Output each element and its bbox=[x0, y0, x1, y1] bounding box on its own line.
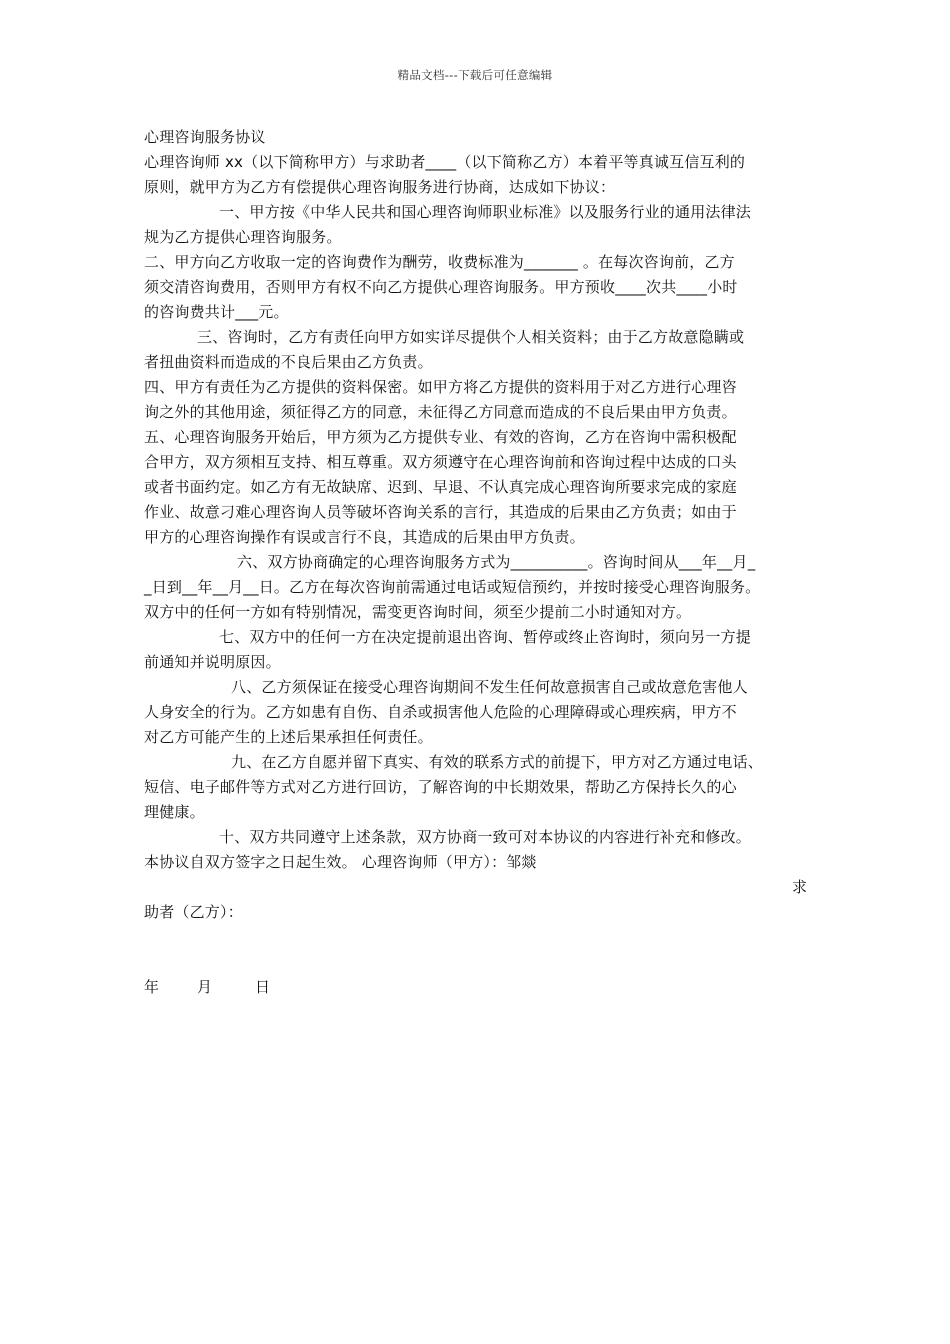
body-line: 双方中的任何一方如有特别情况，需变更咨询时间，须至少提前二小时通知对方。 bbox=[144, 603, 692, 621]
body-line: 或者书面约定。如乙方有无故缺席、迟到、早退、不认真完成心理咨询所要求完成的家庭 bbox=[144, 478, 737, 496]
body-line: 询之外的其他用途，须征得乙方的同意，未征得乙方同意而造成的不良后果由甲方负责。 bbox=[144, 403, 737, 421]
body-line: 者扭曲资料而造成的不良后果由乙方负责。 bbox=[144, 353, 433, 371]
page-header: 精品文档---下载后可任意编辑 bbox=[397, 68, 553, 82]
clause-8-line: 八、乙方须保证在接受心理咨询期间不发生任何故意损害自己或故意危害他人 bbox=[231, 678, 748, 696]
client-signature-label: 助者（乙方）： bbox=[144, 903, 243, 921]
date-year-label: 年 bbox=[144, 978, 160, 996]
date-month-label: 月 bbox=[197, 978, 213, 996]
body-line: 人身安全的行为。乙方如患有自伤、自杀或损害他人危险的心理障碍或心理疾病，甲方不 bbox=[144, 703, 737, 721]
body-line: 心理咨询师 xx（以下简称甲方）与求助者____（以下简称乙方）本着平等真诚互信互利的 bbox=[144, 153, 746, 171]
clause-4-line: 四、甲方有责任为乙方提供的资料保密。如甲方将乙方提供的资料用于对乙方进行心理咨 bbox=[144, 378, 737, 396]
body-line: 甲方的心理咨询操作有误或言行不良，其造成的后果由甲方负责。 bbox=[144, 528, 585, 546]
body-line: 前通知并说明原因。 bbox=[144, 653, 281, 671]
clause-5-line: 五、心理咨询服务开始后，甲方须为乙方提供专业、有效的咨询，乙方在咨询中需积极配 bbox=[144, 428, 737, 446]
clause-3-line: 三、咨询时，乙方有责任向甲方如实详尽提供个人相关资料；由于乙方故意隐瞒或 bbox=[197, 328, 745, 346]
body-line: 对乙方可能产生的上述后果承担任何责任。 bbox=[144, 728, 433, 746]
body-line: 理健康。 bbox=[144, 803, 205, 821]
body-line: 合甲方，双方须相互支持、相互尊重。双方须遵守在心理咨询前和咨询过程中达成的口头 bbox=[144, 453, 737, 471]
body-line: 规为乙方提供心理咨询服务。 bbox=[144, 228, 342, 246]
clause-10-line: 十、双方共同遵守上述条款，双方协商一致可对本协议的内容进行补充和修改。 bbox=[219, 828, 752, 846]
clause-1-line: 一、甲方按《中华人民共和国心理咨询师职业标准》以及服务行业的通用法律法 bbox=[219, 203, 752, 221]
body-line: 短信、电子邮件等方式对乙方进行回访，了解咨询的中长期效果，帮助乙方保持长久的心 bbox=[144, 778, 737, 796]
clause-2-line: 二、甲方向乙方收取一定的咨询费作为酬劳，收费标准为_______ 。在每次咨询前，乙方 bbox=[144, 253, 735, 271]
body-line: 作业、故意刁难心理咨询人员等破坏咨询关系的言行，其造成的后果由乙方负责；如由于 bbox=[144, 503, 737, 521]
clause-7-line: 七、双方中的任何一方在决定提前退出咨询、暂停或终止咨询时，须向另一方提 bbox=[219, 628, 752, 646]
body-line: 本协议自双方签字之日起生效。 心理咨询师（甲方）：邹燚 bbox=[144, 853, 537, 871]
body-line: 的咨询费共计___元。 bbox=[144, 303, 289, 321]
signature-right-char: 求 bbox=[792, 878, 808, 896]
clause-6-line: 六、双方协商确定的心理咨询服务方式为__________。咨询时间从___年__月_ bbox=[237, 553, 756, 571]
date-day-label: 日 bbox=[255, 978, 271, 996]
document-title: 心理咨询服务协议 bbox=[144, 128, 266, 146]
clause-9-line: 九、在乙方自愿并留下真实、有效的联系方式的前提下，甲方对乙方通过电话、 bbox=[231, 753, 764, 771]
body-line: 须交清咨询费用，否则甲方有权不向乙方提供心理咨询服务。甲方预收____次共____小时 bbox=[144, 278, 738, 296]
body-line: 原则，就甲方为乙方有偿提供心理咨询服务进行协商，达成如下协议： bbox=[144, 178, 616, 196]
body-line: _日到__年__月__日。乙方在每次咨询前需通过电话或短信预约，并按时接受心理咨询服务。 bbox=[144, 578, 761, 596]
